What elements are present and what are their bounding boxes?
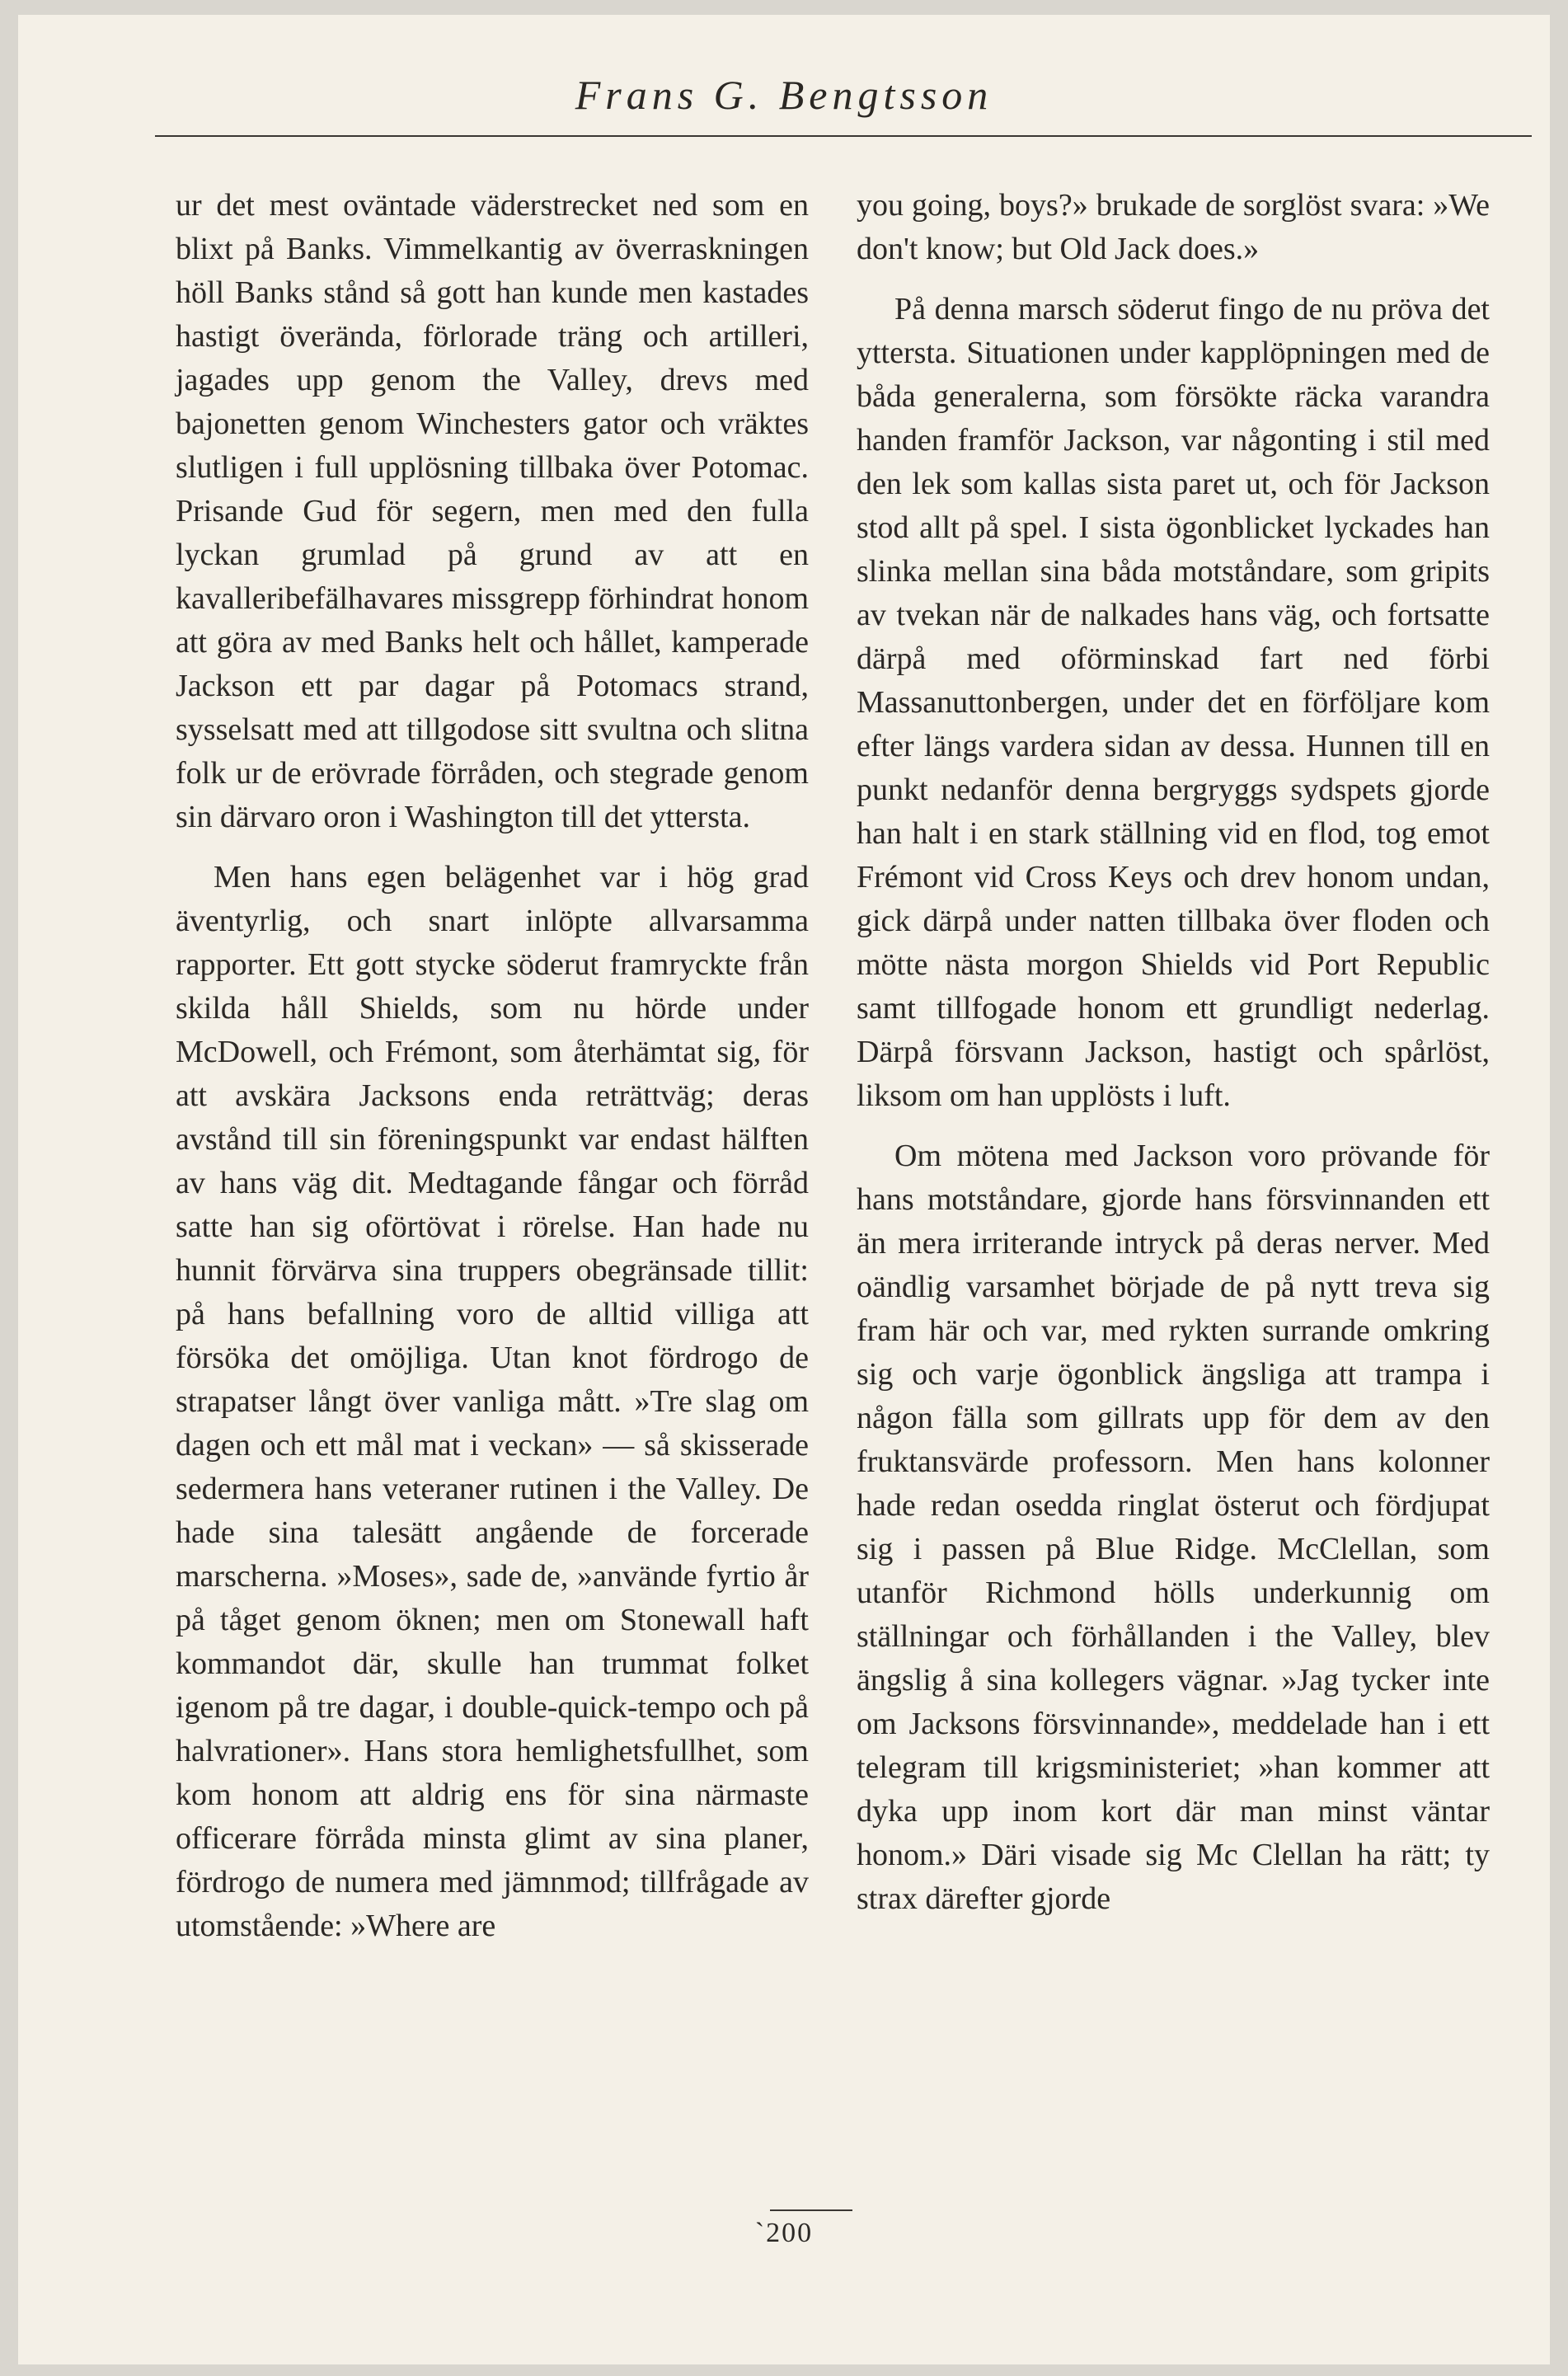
running-head-author: Frans G. Bengtsson	[575, 72, 993, 118]
header-rule	[155, 135, 1532, 137]
paragraph: På denna marsch söderut fingo de nu pröva det yttersta. Situationen under kapplöpningen med de båda generalerna, som försökte räcka varandra handen framför Jackson, var någonting i stil med den lek som kallas sista paret ut, och för Jackson stod allt på spel. I sista ögonblicket lyckades han slinka mellan sina båda motståndare, som gripits av tvekan när de nalkades hans väg, och fortsatte därpå med oförminskad fart ned förbi Massanuttonbergen, under det en förföljare kom efter längs vardera sidan av dessa. Hunnen till en punkt nedanför denna bergryggs sydspets gjorde han halt i en stark ställning vid en flod, tog emot Frémont vid Cross Keys och drev honom undan, gick därpå under natten tillbaka över floden och mötte nästa morgon Shields vid Port Republic samt tillfogade honom ett grundligt nederlag. Därpå försvann Jackson, hastigt och spårlöst, liksom om han upplösts i luft.	[857, 292, 1490, 1113]
page-number: `200	[754, 2218, 814, 2248]
left-column	[176, 184, 809, 1965]
paragraph-continued: you going, boys?» brukade de sorglöst svara: »We don't know; but Old Jack does.»	[857, 188, 1490, 266]
right-column	[857, 184, 1490, 1937]
paragraph-continued: ur det mest oväntade väderstrecket ned som en blixt på Banks. Vimmelkantig av överraskningen höll Banks stånd så gott han kunde men kastades hastigt överända, förlorade träng och artilleri, jagades upp genom the Valley, drevs med bajonetten genom Winchesters gator och vräktes slutligen i full upplösning tillbaka över Potomac. Prisande Gud för segern, men med den fulla lyckan grumlad på grund av att en kavalleribefälhavares missgrepp förhindrat honom att göra av med Banks helt och hållet, kamperade Jackson ett par dagar på Potomacs strand, sysselsatt med att tillgodose sitt svultna och slitna folk ur de erövrade förråden, och stegrade genom sin därvaro oron i Washington till det yttersta.	[176, 188, 809, 834]
paragraph: Om mötena med Jackson voro prövande för hans motståndare, gjorde hans försvinnanden ett än mera irriterande intryck på deras nerver. Med oändlig varsamhet började de på nytt treva sig fram här och var, med rykten surrande omkring sig och varje ögonblick ängsliga att trampa i någon fälla som gillrats upp för dem av den fruktansvärde professorn. Men hans kolonner hade redan osedda ringlat österut och fördjupat sig i passen på Blue Ridge. McClellan, som utanför Richmond hölls underkunnig om ställningar och förhållanden i the Valley, blev ängslig å sina kollegers vägnar. »Jag tycker inte om Jacksons försvinnande», meddelade han i ett telegram till krigsministeriet; »han kommer att dyka upp inom kort där man minst väntar honom.» Däri visade sig Mc Clellan ha rätt; ty strax därefter gjorde	[857, 1139, 1490, 1916]
paragraph: Men hans egen belägenhet var i hög grad äventyrlig, och snart inlöpte allvarsamma rapporter. Ett gott stycke söderut framryckte från skilda håll Shields, som nu hörde under McDowell, och Frémont, som återhämtat sig, för att avskära Jacksons enda reträttväg; deras avstånd till sin föreningspunkt var endast hälften av hans väg dit. Medtagande fångar och förråd satte han sig oförtövat i rörelse. Han hade nu hunnit förvärva sina truppers obegränsade tillit: på hans befallning voro de alltid villiga att försöka det omöjliga. Utan knot fördrogo de strapatser långt över vanliga mått. »Tre slag om dagen och ett mål mat i veckan» — så skisserade sedermera hans veteraner rutinen i the Valley. De hade sina talesätt angående de forcerade marscherna. »Moses», sade de, »använde fyrtio år på tåget genom öknen; men om Stonewall haft kommandot där, skulle han trummat folket igenom på tre dagar, i double-quick-tempo och på halvrationer». Hans stora hemlighetsfullhet, som kom honom att aldrig ens för sina närmaste officerare förråda minsta glimt av sina planer, fördrogo de numera med jämnmod; tillfrågade av utomstående: »Where are	[176, 860, 809, 1943]
book-page	[18, 15, 1550, 2364]
folio-rule	[770, 2209, 852, 2211]
